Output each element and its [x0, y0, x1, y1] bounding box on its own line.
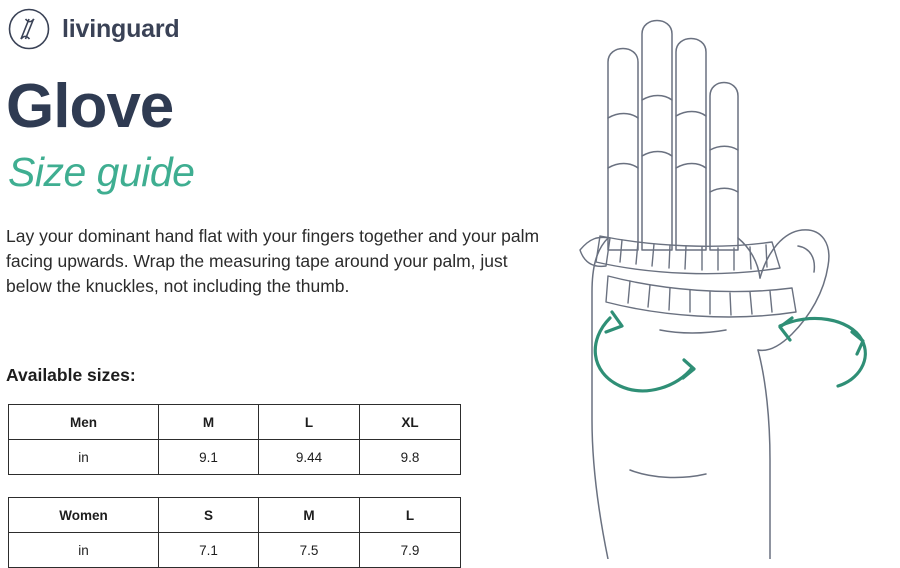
brand-name: livinguard	[62, 14, 180, 43]
men-size-table	[8, 404, 461, 475]
available-sizes-label: Available sizes:	[6, 365, 136, 385]
table-cell: in	[9, 533, 159, 568]
hand-with-measuring-tape-illustration	[480, 0, 900, 559]
table-header-cell: Men	[9, 405, 159, 440]
table-cell: 7.5	[259, 533, 360, 568]
table-cell: 7.9	[360, 533, 461, 568]
table-header-cell: M	[159, 405, 259, 440]
instructions-text: Lay your dominant hand flat with your fingers together and your palm facing upwards. Wrap the measuring tape around your palm, just below the knuckles, not including the thumb.	[6, 226, 540, 296]
table-row	[9, 498, 461, 533]
table-header-cell: S	[159, 498, 259, 533]
table-cell: 9.44	[259, 440, 360, 475]
double-wave-circle-logo-icon	[8, 8, 50, 50]
table-row	[9, 440, 461, 475]
table-cell: 7.1	[159, 533, 259, 568]
table-row	[9, 533, 461, 568]
table-cell: 9.8	[360, 440, 461, 475]
women-size-table	[8, 497, 461, 568]
page-title: Glove	[6, 72, 174, 141]
table-header-cell: XL	[360, 405, 461, 440]
table-cell: 9.1	[159, 440, 259, 475]
page-subtitle: Size guide	[8, 149, 195, 195]
table-row	[9, 405, 461, 440]
table-header-cell: M	[259, 498, 360, 533]
table-header-cell: L	[259, 405, 360, 440]
table-cell: in	[9, 440, 159, 475]
brand-header	[8, 8, 179, 50]
table-header-cell: Women	[9, 498, 159, 533]
table-header-cell: L	[360, 498, 461, 533]
